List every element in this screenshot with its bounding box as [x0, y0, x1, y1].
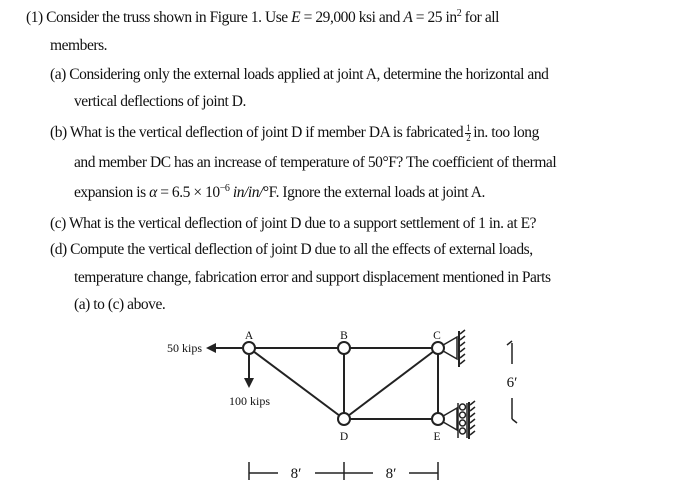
joint-B — [338, 342, 350, 354]
part-b-line-2: and member DC has an increase of temperature of 50°F? The coefficient of thermal — [74, 154, 557, 171]
problem-statement-line-1: (1) Consider the truss shown in Figure 1. Use E = 29,000 ksi and A = 25 $in^2$ for all — [26, 7, 499, 26]
joint-label-E: E — [433, 431, 441, 443]
joint-label-C: C — [433, 330, 441, 342]
arrow-down-icon — [244, 378, 254, 388]
part-d-line-1: (d) Compute the vertical deflection of joint D due to all the effects of external loads, — [50, 241, 533, 258]
load-label-50-kips: 50 kips — [167, 341, 203, 355]
problem-statement-line-2: members. — [50, 37, 108, 54]
member-AD — [249, 348, 344, 419]
arrow-left-icon — [206, 343, 216, 353]
joint-E — [432, 413, 444, 425]
fraction-half: $\frac{1}{2}$ — [466, 123, 471, 143]
dimension-span-AB: 8′ — [290, 466, 302, 482]
part-c: (c) What is the vertical deflection of joint D due to a support settlement of 1 in. at E? — [50, 215, 537, 232]
joint-A — [243, 342, 255, 354]
load-label-100-kips: 100 kips — [229, 394, 271, 408]
joint-label-B: B — [340, 330, 348, 342]
joint-label-D: D — [339, 431, 349, 443]
joint-D — [338, 413, 350, 425]
part-a-line-2: vertical deflections of joint D. — [74, 93, 246, 110]
member-DC — [344, 348, 438, 419]
part-d-line-2: temperature change, fabrication error and support displacement mentioned in Parts — [74, 269, 551, 286]
truss-members — [249, 348, 438, 419]
part-b-line-3: expansion is $\alpha = 6.5 \times 10^{-6}$ in/in/°F. Ignore the external loads at joint A. — [74, 182, 485, 201]
dimension-height: 6′ — [506, 375, 518, 391]
part-b-line-1: (b) What is the vertical deflection of joint D if member DA is fabricated $\frac{1}{2}$ in. too long — [50, 123, 539, 143]
dimension-lines — [249, 341, 517, 480]
dimension-span-BC: 8′ — [385, 466, 397, 482]
joint-label-A: A — [244, 330, 254, 342]
part-a-line-1: (a) Considering only the external loads applied at joint A, determine the horizontal and — [50, 66, 549, 83]
part-d-line-3: (a) to (c) above. — [74, 296, 166, 313]
joint-C — [432, 342, 444, 354]
